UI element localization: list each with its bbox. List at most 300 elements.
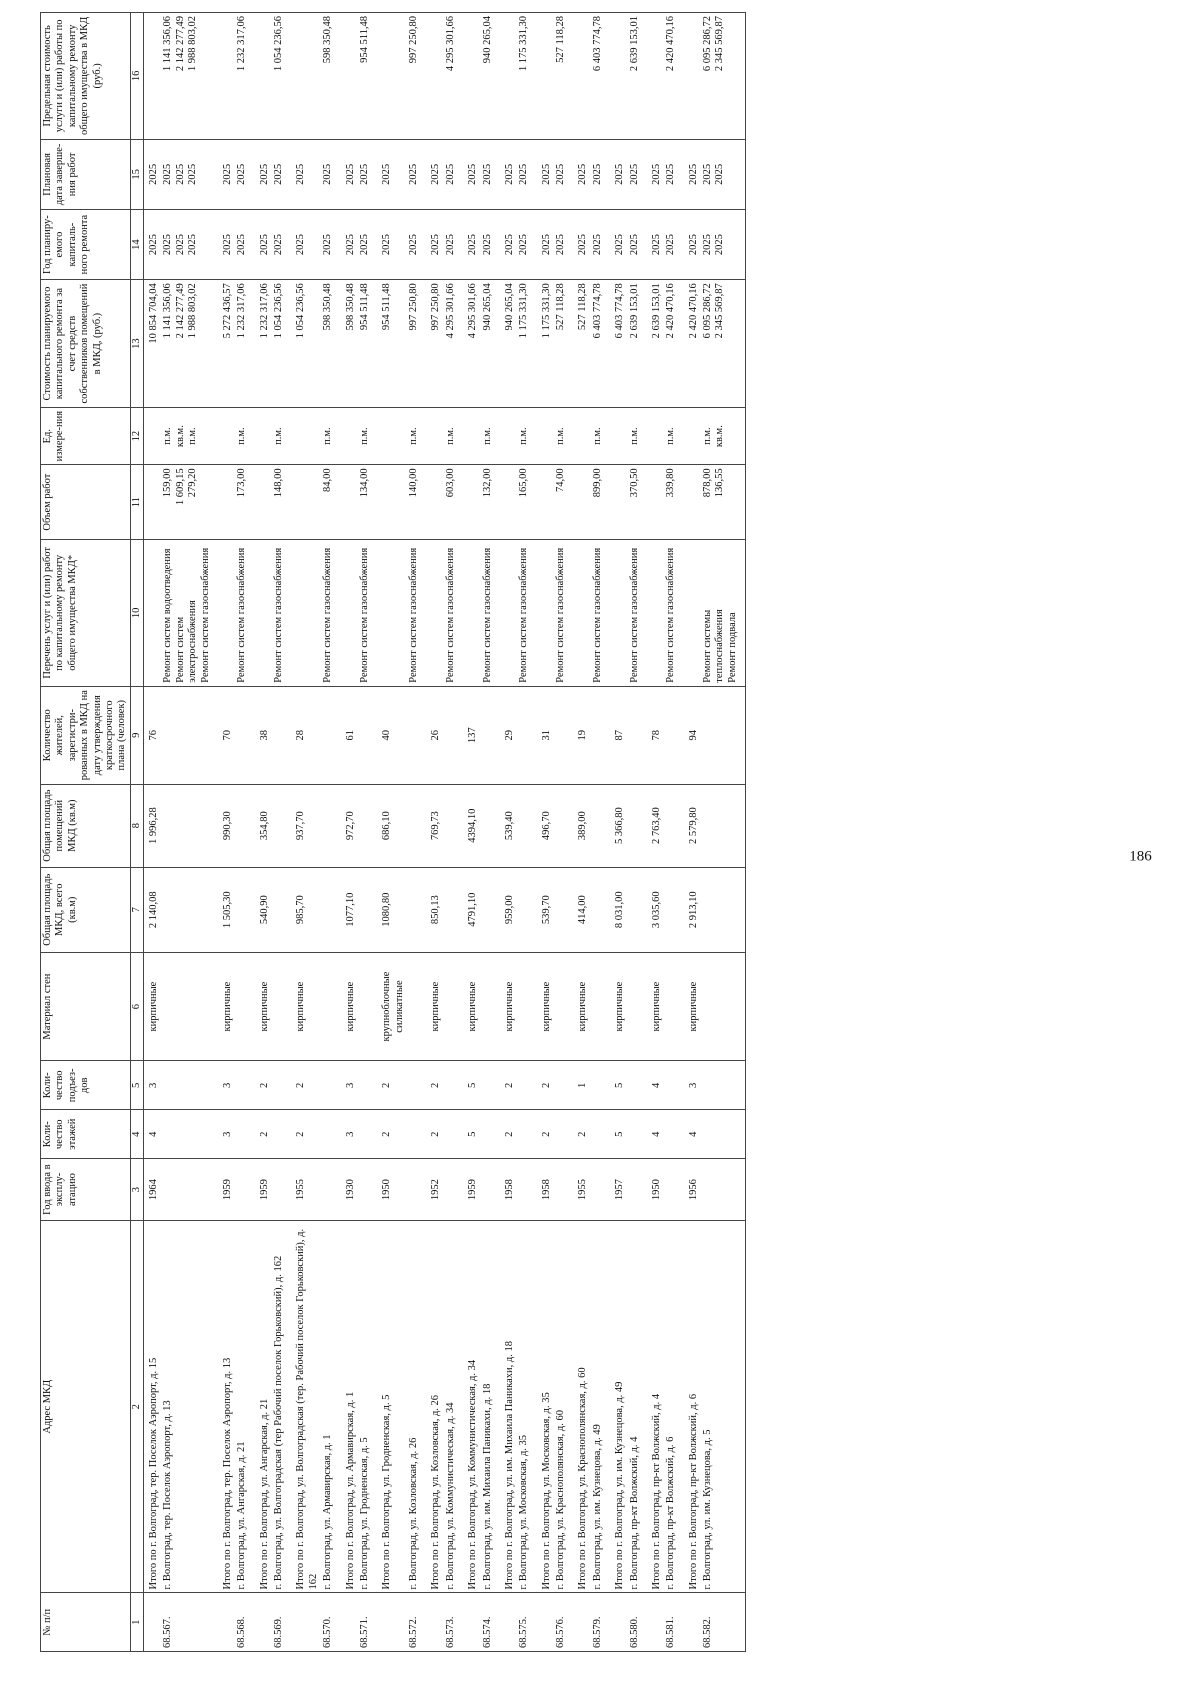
cell-col-6: [628, 952, 647, 1061]
cell-col-10: [426, 539, 443, 686]
cell-col-13: 6 403 774,78: [610, 280, 627, 408]
cell-col-7: 540,90: [255, 867, 272, 952]
cell-col-1: 68.571.: [358, 1593, 377, 1652]
cell-col-13: 4 295 301,66: [463, 280, 480, 408]
cell-col-3: 1964: [144, 1159, 162, 1221]
cell-col-3: 1959: [463, 1159, 480, 1221]
cell-col-4: [591, 1110, 610, 1159]
cell-col-11: 84,00: [321, 465, 340, 540]
cell-col-4: 2: [500, 1110, 517, 1159]
column-number-9: 9: [130, 686, 143, 784]
cell-col-11: [500, 465, 517, 540]
cell-col-14: 2025: [407, 209, 426, 279]
cell-col-12: [610, 407, 627, 464]
cell-col-12: п.м.: [235, 407, 254, 464]
cell-col-16: [463, 13, 480, 140]
cell-col-7: 1077,10: [341, 867, 358, 952]
cell-col-1: 68.574.: [481, 1593, 500, 1652]
cell-col-8: [444, 784, 463, 867]
cell-col-7: [444, 867, 463, 952]
column-number-3: 3: [130, 1159, 143, 1221]
cell-col-12: [684, 407, 701, 464]
cell-col-10: Ремонт систем газоснабжения: [628, 539, 647, 686]
cell-col-7: [628, 867, 647, 952]
cell-col-14: 2025: [444, 209, 463, 279]
cell-col-10: [218, 539, 235, 686]
column-number-5: 5: [130, 1061, 143, 1110]
cell-col-8: [481, 784, 500, 867]
cell-col-2: г. Волгоград, ул. Московская, д. 35: [517, 1220, 536, 1593]
cell-col-4: 2: [291, 1110, 321, 1159]
cell-col-5: [517, 1061, 536, 1110]
cell-col-5: 2: [291, 1061, 321, 1110]
cell-col-15: 2025: [664, 139, 683, 209]
cell-col-2: г. Волгоград, тер. Поселок Аэропорт, д. 13: [161, 1220, 218, 1593]
cell-col-7: 4791,10: [463, 867, 480, 952]
cell-col-4: [161, 1110, 218, 1159]
cell-col-3: 1958: [500, 1159, 517, 1221]
cell-col-6: [481, 952, 500, 1061]
cell-col-16: 997 250,80: [407, 13, 426, 140]
cell-col-3: 1930: [341, 1159, 358, 1221]
cell-col-12: [255, 407, 272, 464]
cell-col-15: 2025 2025: [701, 139, 746, 209]
cell-col-11: 899,00: [591, 465, 610, 540]
cell-col-2: Итого по г. Волгоград, ул. Коммунистическая, д. 34: [463, 1220, 480, 1593]
cell-col-1: 68.575.: [517, 1593, 536, 1652]
cell-col-5: [444, 1061, 463, 1110]
cell-col-16: [218, 13, 235, 140]
cell-col-14: 2025: [144, 209, 162, 279]
cell-col-3: 1959: [255, 1159, 272, 1221]
cell-col-12: п.м.: [272, 407, 291, 464]
cell-col-4: [664, 1110, 683, 1159]
cell-col-3: [517, 1159, 536, 1221]
cell-col-12: [341, 407, 358, 464]
cell-col-16: 4 295 301,66: [444, 13, 463, 140]
cell-col-2: Итого по г. Волгоград, пр-кт Волжский, д. 4: [647, 1220, 664, 1593]
column-header-3: Год ввода в эксплу-атацию: [41, 1159, 131, 1221]
cell-col-15: 2025: [272, 139, 291, 209]
cell-col-11: 370,50: [628, 465, 647, 540]
cell-col-2: г. Волгоград, ул. Гродненская, д. 5: [358, 1220, 377, 1593]
total-row: [255, 13, 272, 1652]
cell-col-10: Ремонт систем газоснабжения: [664, 539, 683, 686]
cell-col-5: [272, 1061, 291, 1110]
column-header-15: Плановая дата заверше-ния работ: [41, 139, 131, 209]
cell-col-15: 2025: [358, 139, 377, 209]
cell-col-15: 2025: [377, 139, 407, 209]
cell-col-14: 2025: [341, 209, 358, 279]
cell-col-3: [161, 1159, 218, 1221]
cell-col-13: 527 118,28: [573, 280, 590, 408]
cell-col-14: 2025: [684, 209, 701, 279]
table-row: [161, 13, 218, 1652]
cell-col-11: 173,00: [235, 465, 254, 540]
cell-col-13: 10 854 704,04: [144, 280, 162, 408]
cell-col-2: Итого по г. Волгоград, ул. им. Кузнецова, д. 49: [610, 1220, 627, 1593]
cell-col-9: [407, 686, 426, 784]
cell-col-14: 2025: [647, 209, 664, 279]
column-header-2: Адрес МКД: [41, 1220, 131, 1593]
cell-col-6: кирпичные: [573, 952, 590, 1061]
cell-col-16: [684, 13, 701, 140]
cell-col-10: Ремонт систем газоснабжения: [591, 539, 610, 686]
cell-col-7: 2 913,10: [684, 867, 701, 952]
cell-col-2: г. Волгоград, ул. Краснополянская, д. 60: [554, 1220, 573, 1593]
cell-col-2: Итого по г. Волгоград, пр-кт Волжский, д. 6: [684, 1220, 701, 1593]
cell-col-15: 2025: [481, 139, 500, 209]
cell-col-7: [701, 867, 746, 952]
cell-col-15: 2025: [463, 139, 480, 209]
column-header-5: Коли-чество подъез-дов: [41, 1061, 131, 1110]
cell-col-9: 29: [500, 686, 517, 784]
cell-col-6: [272, 952, 291, 1061]
cell-col-13: 4 295 301,66: [444, 280, 463, 408]
column-header-16: Предельная стоимость услуги и (или) работы по капитальному ремонту общего имущества в МКД (руб.): [41, 13, 131, 140]
cell-col-5: [554, 1061, 573, 1110]
column-number-7: 7: [130, 867, 143, 952]
cell-col-14: 2025: [591, 209, 610, 279]
cell-col-6: кирпичные: [426, 952, 443, 1061]
cell-col-15: 2025: [218, 139, 235, 209]
cell-col-12: п.м.: [481, 407, 500, 464]
cell-col-7: [321, 867, 340, 952]
cell-col-11: [463, 465, 480, 540]
cell-col-6: кирпичные: [255, 952, 272, 1061]
cell-col-7: [664, 867, 683, 952]
cell-col-14: 2025: [517, 209, 536, 279]
cell-col-5: 2: [537, 1061, 554, 1110]
cell-col-11: [144, 465, 162, 540]
cell-col-4: 5: [463, 1110, 480, 1159]
cell-col-5: [701, 1061, 746, 1110]
cell-col-4: 5: [610, 1110, 627, 1159]
cell-col-6: [235, 952, 254, 1061]
cell-col-14: 2025: [500, 209, 517, 279]
cell-col-4: [272, 1110, 291, 1159]
cell-col-1: [426, 1593, 443, 1652]
cell-col-10: [144, 539, 162, 686]
cell-col-11: 603,00: [444, 465, 463, 540]
column-header-13: Стоимость планируемого капитального ремонта за счет средств собственников помещений в МКД, (руб.): [41, 280, 131, 408]
table-body: [144, 13, 746, 1652]
cell-col-14: 2025: [554, 209, 573, 279]
cell-col-14: 2025: [321, 209, 340, 279]
cell-col-11: 148,00: [272, 465, 291, 540]
cell-col-8: 2 763,40: [647, 784, 664, 867]
cell-col-2: Итого по г. Волгоград, тер. Поселок Аэропорт, д. 15: [144, 1220, 162, 1593]
cell-col-8: [407, 784, 426, 867]
cell-col-8: 496,70: [537, 784, 554, 867]
cell-col-6: [664, 952, 683, 1061]
cell-col-11: 140,00: [407, 465, 426, 540]
table-row: [517, 13, 536, 1652]
table-row: [235, 13, 254, 1652]
table-row: [358, 13, 377, 1652]
table-row: [664, 13, 683, 1652]
cell-col-10: Ремонт систем газоснабжения: [517, 539, 536, 686]
cell-col-16: 598 350,48: [321, 13, 340, 140]
cell-col-9: [358, 686, 377, 784]
cell-col-9: [628, 686, 647, 784]
cell-col-2: г. Волгоград, ул. им. Михаила Паникахи, д. 18: [481, 1220, 500, 1593]
column-number-2: 2: [130, 1220, 143, 1593]
cell-col-8: 539,40: [500, 784, 517, 867]
cell-col-7: [591, 867, 610, 952]
column-number-11: 11: [130, 465, 143, 540]
cell-col-16: [291, 13, 321, 140]
cell-col-13: 940 265,04: [500, 280, 517, 408]
cell-col-4: 2: [573, 1110, 590, 1159]
cell-col-1: [377, 1593, 407, 1652]
cell-col-16: [647, 13, 664, 140]
cell-col-15: 2025: [341, 139, 358, 209]
cell-col-1: [291, 1593, 321, 1652]
cell-col-12: п.м.: [591, 407, 610, 464]
cell-col-9: [554, 686, 573, 784]
cell-col-1: 68.570.: [321, 1593, 340, 1652]
column-header-8: Общая площадь помещений МКД (кв.м): [41, 784, 131, 867]
cell-col-3: 1950: [647, 1159, 664, 1221]
cell-col-1: [684, 1593, 701, 1652]
cell-col-16: 6 095 286,72 2 345 569,87: [701, 13, 746, 140]
table-row: [701, 13, 746, 1652]
cell-col-13: 954 511,48: [377, 280, 407, 408]
cell-col-6: кирпичные: [610, 952, 627, 1061]
cell-col-16: [377, 13, 407, 140]
cell-col-1: [647, 1593, 664, 1652]
cell-col-5: [235, 1061, 254, 1110]
cell-col-4: [358, 1110, 377, 1159]
cell-col-6: [321, 952, 340, 1061]
cell-col-3: [554, 1159, 573, 1221]
cell-col-6: кирпичные: [684, 952, 701, 1061]
cell-col-9: 19: [573, 686, 590, 784]
cell-col-7: [407, 867, 426, 952]
repair-plan-table: [40, 12, 746, 1652]
cell-col-2: г. Волгоград, ул. им. Кузнецова, д. 49: [591, 1220, 610, 1593]
cell-col-16: 2 420 470,16: [664, 13, 683, 140]
cell-col-15: 2025: [255, 139, 272, 209]
cell-col-12: [218, 407, 235, 464]
cell-col-16: [341, 13, 358, 140]
cell-col-6: кирпичные: [537, 952, 554, 1061]
cell-col-12: [291, 407, 321, 464]
cell-col-12: п.м.: [358, 407, 377, 464]
cell-col-9: [444, 686, 463, 784]
cell-col-11: 159,00 1 609,15 279,20: [161, 465, 218, 540]
cell-col-4: 3: [341, 1110, 358, 1159]
cell-col-9: [664, 686, 683, 784]
cell-col-14: 2025: [573, 209, 590, 279]
cell-col-13: 2 420 470,16: [684, 280, 701, 408]
cell-col-13: 2 420 470,16: [664, 280, 683, 408]
column-header-4: Коли-чество этажей: [41, 1110, 131, 1159]
cell-col-1: [255, 1593, 272, 1652]
cell-col-1: 68.568.: [235, 1593, 254, 1652]
column-number-12: 12: [130, 407, 143, 464]
cell-col-6: [161, 952, 218, 1061]
cell-col-1: [341, 1593, 358, 1652]
total-row: [426, 13, 443, 1652]
cell-col-8: [358, 784, 377, 867]
cell-col-16: [426, 13, 443, 140]
cell-col-5: 3: [218, 1061, 235, 1110]
cell-col-11: 132,00: [481, 465, 500, 540]
cell-col-3: [591, 1159, 610, 1221]
cell-col-7: [358, 867, 377, 952]
cell-col-10: Ремонт систем газоснабжения: [321, 539, 340, 686]
cell-col-14: 2025: [377, 209, 407, 279]
cell-col-6: [554, 952, 573, 1061]
cell-col-16: [537, 13, 554, 140]
cell-col-1: [463, 1593, 480, 1652]
total-row: [500, 13, 517, 1652]
cell-col-10: [647, 539, 664, 686]
table-row: [481, 13, 500, 1652]
cell-col-15: 2025: [610, 139, 627, 209]
cell-col-16: 940 265,04: [481, 13, 500, 140]
cell-col-11: [573, 465, 590, 540]
cell-col-3: 1955: [573, 1159, 590, 1221]
cell-col-6: [701, 952, 746, 1061]
cell-col-1: 68.581.: [664, 1593, 683, 1652]
cell-col-3: [321, 1159, 340, 1221]
cell-col-12: п.м.: [628, 407, 647, 464]
cell-col-3: [701, 1159, 746, 1221]
cell-col-8: 937,70: [291, 784, 321, 867]
column-number-8: 8: [130, 784, 143, 867]
cell-col-9: [701, 686, 746, 784]
cell-col-12: п.м. кв.м. п.м.: [161, 407, 218, 464]
cell-col-2: Итого по г. Волгоград, ул. Волгоградская (тер. Рабочий поселок Горьковский), д. 162: [291, 1220, 321, 1593]
table-row: [628, 13, 647, 1652]
cell-col-15: 2025: [500, 139, 517, 209]
cell-col-9: 78: [647, 686, 664, 784]
total-row: [377, 13, 407, 1652]
total-row: [647, 13, 664, 1652]
cell-col-4: [235, 1110, 254, 1159]
cell-col-6: кирпичные: [500, 952, 517, 1061]
cell-col-15: 2025: [628, 139, 647, 209]
cell-col-3: [628, 1159, 647, 1221]
cell-col-9: 137: [463, 686, 480, 784]
column-header-1: № п/п: [41, 1593, 131, 1652]
cell-col-1: 68.580.: [628, 1593, 647, 1652]
cell-col-1: 68.579.: [591, 1593, 610, 1652]
cell-col-9: [481, 686, 500, 784]
cell-col-12: п.м.: [517, 407, 536, 464]
cell-col-8: 990,30: [218, 784, 235, 867]
cell-col-16: [500, 13, 517, 140]
cell-col-3: 1958: [537, 1159, 554, 1221]
cell-col-12: п.м.: [444, 407, 463, 464]
cell-col-13: 1 175 331,30: [517, 280, 536, 408]
cell-col-5: 3: [684, 1061, 701, 1110]
cell-col-7: 985,70: [291, 867, 321, 952]
cell-col-4: [481, 1110, 500, 1159]
total-row: [341, 13, 358, 1652]
cell-col-11: [426, 465, 443, 540]
cell-col-4: [554, 1110, 573, 1159]
cell-col-8: [628, 784, 647, 867]
cell-col-7: [517, 867, 536, 952]
cell-col-2: Итого по г. Волгоград, тер. Поселок Аэропорт, д. 13: [218, 1220, 235, 1593]
cell-col-2: Итого по г. Волгоград, ул. им. Михаила Паникахи, д. 18: [500, 1220, 517, 1593]
cell-col-12: [647, 407, 664, 464]
cell-col-5: 2: [426, 1061, 443, 1110]
total-row: [463, 13, 480, 1652]
cell-col-7: 850,13: [426, 867, 443, 952]
cell-col-13: 598 350,48: [321, 280, 340, 408]
cell-col-9: 94: [684, 686, 701, 784]
total-row: [218, 13, 235, 1652]
cell-col-10: Ремонт системы теплоснабжения Ремонт подвала: [701, 539, 746, 686]
cell-col-15: 2025: [554, 139, 573, 209]
cell-col-16: 1 175 331,30: [517, 13, 536, 140]
cell-col-7: [161, 867, 218, 952]
cell-col-9: [517, 686, 536, 784]
total-row: [610, 13, 627, 1652]
cell-col-15: 2025: [235, 139, 254, 209]
cell-col-7: [554, 867, 573, 952]
cell-col-10: Ремонт систем газоснабжения: [407, 539, 426, 686]
cell-col-2: г. Волгоград, пр-кт Волжский, д. 6: [664, 1220, 683, 1593]
cell-col-6: кирпичные: [647, 952, 664, 1061]
cell-col-11: 165,00: [517, 465, 536, 540]
cell-col-11: 74,00: [554, 465, 573, 540]
cell-col-5: [481, 1061, 500, 1110]
cell-col-12: п.м.: [554, 407, 573, 464]
cell-col-10: Ремонт систем газоснабжения: [272, 539, 291, 686]
table-row: [554, 13, 573, 1652]
cell-col-3: 1956: [684, 1159, 701, 1221]
cell-col-3: 1955: [291, 1159, 321, 1221]
cell-col-2: г. Волгоград, ул. Ангарская, д. 21: [235, 1220, 254, 1593]
cell-col-16: 1 232 317,06: [235, 13, 254, 140]
cell-col-11: 878,00 136,55: [701, 465, 746, 540]
table-row: [444, 13, 463, 1652]
cell-col-10: Ремонт систем водоотведения Ремонт систем электроснабжения Ремонт систем газоснабжения: [161, 539, 218, 686]
cell-col-5: 4: [647, 1061, 664, 1110]
cell-col-1: [573, 1593, 590, 1652]
cell-col-16: [610, 13, 627, 140]
cell-col-7: 959,00: [500, 867, 517, 952]
cell-col-5: [407, 1061, 426, 1110]
table-row: [407, 13, 426, 1652]
page-number: 186: [1129, 848, 1152, 865]
cell-col-14: 2025: [463, 209, 480, 279]
cell-col-7: 539,70: [537, 867, 554, 952]
cell-col-7: 2 140,08: [144, 867, 162, 952]
cell-col-13: 1 232 317,06: [255, 280, 272, 408]
cell-col-1: 68.582.: [701, 1593, 746, 1652]
cell-col-14: 2025: [358, 209, 377, 279]
cell-col-8: 972,70: [341, 784, 358, 867]
cell-col-3: [444, 1159, 463, 1221]
cell-col-14: 2025 2025: [701, 209, 746, 279]
cell-col-12: п.м. кв.м.: [701, 407, 746, 464]
cell-col-4: [321, 1110, 340, 1159]
cell-col-4: 4: [144, 1110, 162, 1159]
cell-col-12: [144, 407, 162, 464]
cell-col-13: 1 232 317,06: [235, 280, 254, 408]
cell-col-11: [377, 465, 407, 540]
cell-col-11: [684, 465, 701, 540]
cell-col-3: [235, 1159, 254, 1221]
cell-col-6: кирпичные: [291, 952, 321, 1061]
